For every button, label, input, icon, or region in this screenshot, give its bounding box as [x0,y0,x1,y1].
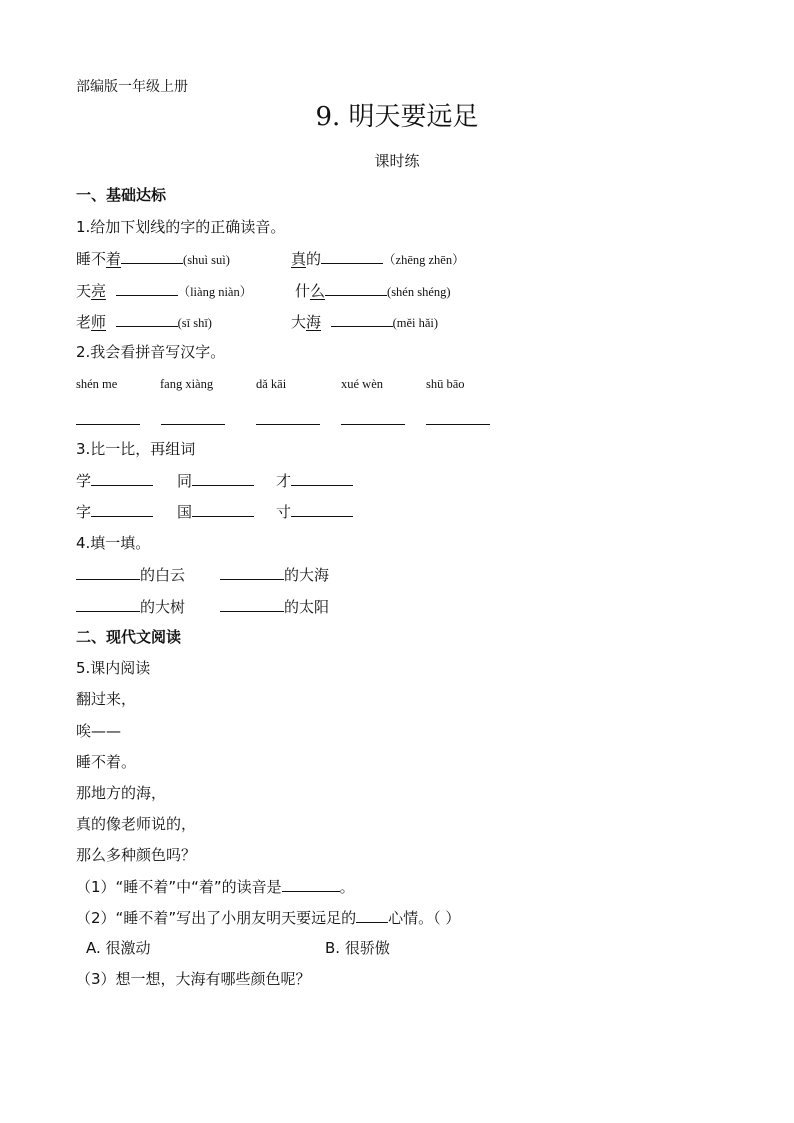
poem-line-4: 那地方的海， [76,784,167,802]
q1-item-6-options: (měi hǎi) [392,316,439,330]
q3-item-1 [76,471,153,491]
q1-item-4-underlined: 么 [310,282,326,300]
q5-option-b[interactable]: B. 很骄傲 [325,939,390,957]
q3-item-2 [177,471,254,491]
q4-item-1 [76,565,185,585]
q1-item-1-options: (shuì suì) [183,253,230,267]
q1-item-6-prefix: 大 [291,313,307,331]
q5-sub1-end: 。 [339,878,355,896]
q1-item-2 [291,249,465,269]
q3-char-5: 国 [177,503,193,521]
q3-blank-1[interactable] [91,471,153,486]
q3-char-2: 同 [177,472,193,490]
q1-item-4-options: (shén shéng) [387,285,451,299]
q1-item-5 [76,312,212,332]
q1-item-1-underlined: 着 [106,250,122,268]
q3-item-3 [276,471,353,491]
q3-item-6 [276,502,353,522]
q1-item-4-prefix: 什 [295,282,311,300]
q2-pinyin-1: shén me [76,377,118,391]
q4-text-1: 的白云 [140,566,186,584]
q1-item-5-options: (sī shī) [177,316,212,330]
q3-char-4: 字 [76,503,92,521]
q3-blank-2[interactable] [192,471,254,486]
q1-item-3-options: （liàng niàn） [177,285,253,299]
q1-item-1-blank[interactable] [121,249,183,264]
q4-item-4 [220,597,329,617]
q5-sub1-blank[interactable] [282,877,340,892]
q2-pinyin-4: xué wèn [341,377,383,391]
q2-pinyin-3: dǎ kāi [256,377,287,391]
q3-char-3: 才 [276,472,292,490]
q4-item-2 [220,565,329,585]
q5-sub2 [76,908,460,928]
q2-answer-line-5[interactable] [426,424,490,425]
q4-blank-1[interactable] [76,565,140,580]
q5-sub3: （3）想一想，大海有哪些颜色呢？ [76,970,311,988]
q5-sub1 [76,877,355,897]
q1-item-4-blank[interactable] [325,281,387,296]
q3-char-1: 学 [76,472,92,490]
poem-line-6: 那么多种颜色吗？ [76,846,197,864]
q4-text-2: 的大海 [284,566,330,584]
q2-pinyin-2: fang xiàng [160,377,214,391]
poem-line-1: 翻过来， [76,690,137,708]
q1-item-3-blank[interactable] [116,281,178,296]
q4-item-3 [76,597,185,617]
q2-prompt: 2.我会看拼音写汉字。 [76,343,226,361]
q5-option-a[interactable]: A. 很激动 [86,939,151,957]
q3-char-6: 寸 [276,503,292,521]
q2-pinyin-5: shū bāo [426,377,465,391]
q1-prompt: 1.给加下划线的字的正确读音。 [76,218,286,236]
q1-item-2-suffix: 的 [306,250,322,268]
q5-sub2-end: 心情。（ ） [388,909,461,927]
q1-item-5-prefix: 老 [76,313,92,331]
q1-item-1 [76,249,230,269]
q1-item-6-blank[interactable] [331,312,393,327]
q3-item-5 [177,502,254,522]
poem-line-3: 睡不着。 [76,753,137,771]
q1-item-3-underlined: 亮 [91,282,107,300]
q1-item-4 [295,281,451,301]
q1-item-5-underlined: 师 [91,313,107,331]
q4-prompt: 4.填一填。 [76,534,151,552]
q4-blank-4[interactable] [220,597,284,612]
q4-text-4: 的太阳 [284,598,330,616]
q5-sub2-blank[interactable] [356,908,388,923]
section2-heading: 二、现代文阅读 [76,628,182,646]
q2-answer-line-1[interactable] [76,424,140,425]
q2-answer-line-2[interactable] [161,424,225,425]
q3-blank-4[interactable] [91,502,153,517]
q3-item-4 [76,502,153,522]
q1-item-2-blank[interactable] [321,249,383,264]
q1-item-6 [291,312,438,332]
q5-sub2-text: （2）“睡不着”写出了小朋友明天要远足的 [76,909,357,927]
q1-item-3-prefix: 天 [76,282,92,300]
section1-heading: 一、基础达标 [76,186,167,204]
grade-label: 部编版一年级上册 [76,79,188,95]
q5-sub1-text: （1）“睡不着”中“着”的读音是 [76,878,282,896]
q3-prompt: 3.比一比，再组词 [76,440,196,458]
q3-blank-6[interactable] [291,502,353,517]
q3-blank-3[interactable] [291,471,353,486]
q1-item-3 [76,281,252,301]
q1-item-1-prefix: 睡不 [76,250,107,268]
page-title: 9. 明天要远足 [315,102,479,132]
q4-blank-3[interactable] [76,597,140,612]
page-subtitle: 课时练 [374,152,420,170]
q3-blank-5[interactable] [192,502,254,517]
q1-item-6-underlined: 海 [306,313,322,331]
q5-prompt: 5.课内阅读 [76,659,151,677]
q4-blank-2[interactable] [220,565,284,580]
q2-answer-line-4[interactable] [341,424,405,425]
q1-item-2-underlined: 真 [291,250,307,268]
q4-text-3: 的大树 [140,598,186,616]
poem-line-2: 唉—— [76,722,122,740]
q1-item-2-options: （zhēng zhēn） [383,253,465,267]
poem-line-5: 真的像老师说的， [76,815,197,833]
q2-answer-line-3[interactable] [256,424,320,425]
q1-item-5-blank[interactable] [116,312,178,327]
